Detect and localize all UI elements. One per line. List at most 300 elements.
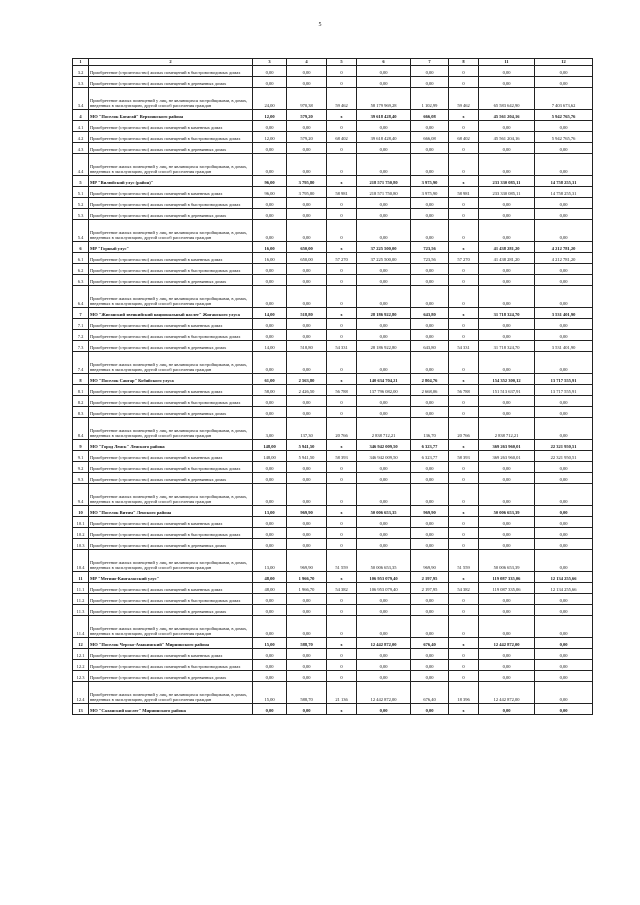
row-number-cell: 4.2 — [73, 132, 89, 143]
value-cell: 96,00 — [253, 187, 287, 198]
value-cell: 518,80 — [287, 341, 327, 352]
value-cell: 12,00 — [253, 132, 287, 143]
value-cell: 666,08 — [411, 110, 449, 121]
value-cell: 650,00 — [287, 242, 327, 253]
value-cell: 0,00 — [287, 605, 327, 616]
value-cell: 0,00 — [411, 352, 449, 374]
description-cell: Приобретение (строительство) жилых помещений в быстровозводимых домах — [89, 594, 253, 605]
table-row — [73, 264, 593, 275]
value-cell: 650,00 — [287, 253, 327, 264]
value-cell: 0,00 — [535, 682, 593, 704]
value-cell: 59 462 — [327, 88, 357, 110]
value-cell: 0 — [327, 352, 357, 374]
value-cell: 0,00 — [535, 418, 593, 440]
value-cell: 0,00 — [357, 264, 411, 275]
table-row — [73, 385, 593, 396]
value-cell: 0,00 — [479, 660, 535, 671]
value-cell: 3 795,80 — [287, 187, 327, 198]
value-cell: 0,00 — [357, 528, 411, 539]
value-cell: 0,00 — [287, 198, 327, 209]
value-cell: 969,90 — [411, 550, 449, 572]
description-cell: Приобретение (строительство) жилых помещений в деревянных домах — [89, 209, 253, 220]
municipality-row — [73, 110, 593, 121]
description-cell: Приобретение (строительство) жилых помещений в быстровозводимых домах — [89, 660, 253, 671]
value-cell: 0,00 — [411, 605, 449, 616]
value-cell: 0,00 — [479, 143, 535, 154]
value-cell: 15,00 — [253, 638, 287, 649]
value-cell: 137,30 — [287, 418, 327, 440]
value-cell: 0 — [449, 209, 479, 220]
value-cell: 0 — [327, 143, 357, 154]
value-cell: 0,00 — [535, 154, 593, 176]
value-cell: 0,00 — [357, 286, 411, 308]
value-cell: 0,00 — [253, 275, 287, 286]
value-cell: 233 330 085,11 — [479, 187, 535, 198]
value-cell: 0,00 — [411, 649, 449, 660]
value-cell: 0,00 — [479, 616, 535, 638]
table-row — [73, 253, 593, 264]
value-cell: 0,00 — [287, 539, 327, 550]
value-cell: 0,00 — [253, 528, 287, 539]
value-cell: 0 — [449, 396, 479, 407]
value-cell: 369 263 960,01 — [479, 451, 535, 462]
value-cell: 0 — [327, 66, 357, 77]
table-row — [73, 198, 593, 209]
value-cell: 0,00 — [357, 484, 411, 506]
value-cell: 0,00 — [411, 484, 449, 506]
value-cell: 0 — [449, 594, 479, 605]
value-cell: 58 981 — [449, 187, 479, 198]
table-row — [73, 330, 593, 341]
description-cell: Приобретение (строительство) жилых помещений в каменных домах — [89, 583, 253, 594]
value-cell: 0,00 — [479, 286, 535, 308]
value-cell: 0 — [449, 286, 479, 308]
table-row — [73, 594, 593, 605]
municipality-row — [73, 242, 593, 253]
row-number-cell: 12.3 — [73, 671, 89, 682]
value-cell: 0,00 — [411, 77, 449, 88]
value-cell: 0,00 — [357, 671, 411, 682]
value-cell: 0,00 — [479, 330, 535, 341]
row-number-cell: 7.3 — [73, 341, 89, 352]
value-cell: 2 197,95 — [411, 583, 449, 594]
description-cell: Приобретение жилых помещений у лиц, не являющихся застройщиками, в домах, введенных в эксплуатацию, другой способ расселения граждан — [89, 154, 253, 176]
value-cell: 3 975,90 — [411, 187, 449, 198]
value-cell: 16,00 — [253, 242, 287, 253]
value-cell: х — [327, 242, 357, 253]
value-cell: 0 — [449, 517, 479, 528]
value-cell: х — [449, 176, 479, 187]
header-cell: 5 — [327, 59, 357, 66]
housing-resettlement-table — [72, 58, 593, 715]
description-cell: МО "Жиганский эвенкийский национальный наслег" Жиганского улуса — [89, 308, 253, 319]
value-cell: 0,00 — [535, 671, 593, 682]
table-row — [73, 121, 593, 132]
value-cell: 0,00 — [411, 209, 449, 220]
value-cell: 57 270 — [449, 253, 479, 264]
value-cell: 5 941,50 — [287, 440, 327, 451]
value-cell: 0 — [449, 143, 479, 154]
value-cell: 0,00 — [535, 220, 593, 242]
value-cell: 0 — [327, 473, 357, 484]
municipality-row — [73, 374, 593, 385]
value-cell: 0,00 — [411, 539, 449, 550]
value-cell: 15,00 — [253, 682, 287, 704]
value-cell: 68 402 — [327, 132, 357, 143]
row-number-cell: 11.2 — [73, 594, 89, 605]
value-cell: 0,00 — [287, 352, 327, 374]
value-cell: 0,00 — [357, 143, 411, 154]
value-cell: 0,00 — [479, 462, 535, 473]
table-row — [73, 187, 593, 198]
municipality-row — [73, 308, 593, 319]
value-cell: 0,00 — [253, 594, 287, 605]
municipality-row — [73, 440, 593, 451]
value-cell: 0,00 — [411, 154, 449, 176]
value-cell: 0,00 — [411, 517, 449, 528]
value-cell: 0,00 — [253, 220, 287, 242]
header-cell: 1 — [73, 59, 89, 66]
value-cell: 0,00 — [535, 473, 593, 484]
value-cell: 0,00 — [287, 154, 327, 176]
description-cell: Приобретение (строительство) жилых помещений в быстровозводимых домах — [89, 198, 253, 209]
description-cell: Приобретение (строительство) жилых помещений в деревянных домах — [89, 473, 253, 484]
table-row — [73, 473, 593, 484]
value-cell: 643,80 — [411, 308, 449, 319]
value-cell: 50 006 653,35 — [357, 550, 411, 572]
value-cell: 2 197,95 — [411, 572, 449, 583]
row-number-cell: 6 — [73, 242, 89, 253]
value-cell: 12,00 — [253, 110, 287, 121]
table-row — [73, 649, 593, 660]
row-number-cell: 3.4 — [73, 88, 89, 110]
value-cell: 0,00 — [479, 352, 535, 374]
value-cell: 0,00 — [287, 264, 327, 275]
value-cell: 0,00 — [287, 704, 327, 715]
value-cell: 0,00 — [479, 198, 535, 209]
value-cell: 0,00 — [411, 275, 449, 286]
table-row — [73, 451, 593, 462]
row-number-cell: 9.4 — [73, 484, 89, 506]
value-cell: 24,00 — [253, 88, 287, 110]
value-cell: 0 — [449, 539, 479, 550]
row-number-cell: 10.3 — [73, 539, 89, 550]
value-cell: 0,00 — [357, 473, 411, 484]
value-cell: 3 531 401,90 — [535, 308, 593, 319]
value-cell: 0,00 — [357, 407, 411, 418]
table-row — [73, 66, 593, 77]
value-cell: 16,00 — [253, 253, 287, 264]
description-cell: Приобретение жилых помещений у лиц, не являющихся застройщиками, в домах, введенных в эксплуатацию, другой способ расселения граждан — [89, 352, 253, 374]
value-cell: 31 718 324,70 — [479, 308, 535, 319]
value-cell: 0,00 — [253, 605, 287, 616]
value-cell: 0 — [327, 121, 357, 132]
value-cell: 0,00 — [253, 66, 287, 77]
table-row — [73, 341, 593, 352]
value-cell: 0 — [449, 264, 479, 275]
value-cell: 0,00 — [287, 649, 327, 660]
value-cell: 0,00 — [535, 517, 593, 528]
value-cell: 0,00 — [535, 275, 593, 286]
value-cell: 0 — [327, 198, 357, 209]
value-cell: х — [449, 308, 479, 319]
row-number-cell: 11.1 — [73, 583, 89, 594]
description-cell: Приобретение (строительство) жилых помещений в деревянных домах — [89, 275, 253, 286]
value-cell: 4 212 781,20 — [535, 253, 593, 264]
municipality-row — [73, 176, 593, 187]
value-cell: 14,00 — [253, 341, 287, 352]
row-number-cell: 12.4 — [73, 682, 89, 704]
value-cell: 0 — [327, 517, 357, 528]
value-cell: 0,00 — [357, 330, 411, 341]
value-cell: 0,00 — [253, 616, 287, 638]
description-cell: Приобретение (строительство) жилых помещений в деревянных домах — [89, 341, 253, 352]
value-cell: 0 — [449, 121, 479, 132]
value-cell: 969,90 — [411, 506, 449, 517]
header-cell: 12 — [535, 59, 593, 66]
value-cell: 0,00 — [479, 77, 535, 88]
table-row — [73, 220, 593, 242]
value-cell: 0,00 — [479, 649, 535, 660]
value-cell: 0,00 — [253, 473, 287, 484]
row-number-cell: 3.3 — [73, 77, 89, 88]
value-cell: 0,00 — [411, 396, 449, 407]
value-cell: 2 563,80 — [287, 374, 327, 385]
value-cell: 0,00 — [535, 660, 593, 671]
value-cell: 12 442 872,00 — [357, 638, 411, 649]
table-row — [73, 528, 593, 539]
value-cell: 970,38 — [287, 88, 327, 110]
value-cell: 5 941,50 — [287, 451, 327, 462]
value-cell: 0,00 — [411, 407, 449, 418]
description-cell: Приобретение (строительство) жилых помещений в быстровозводимых домах — [89, 132, 253, 143]
value-cell: 0,00 — [357, 154, 411, 176]
value-cell: х — [449, 110, 479, 121]
header-cell: 7 — [411, 59, 449, 66]
value-cell: 14 758 255,31 — [535, 176, 593, 187]
row-number-cell: 6.2 — [73, 264, 89, 275]
value-cell: 0,00 — [535, 319, 593, 330]
value-cell: 0,00 — [287, 407, 327, 418]
value-cell: 0 — [449, 484, 479, 506]
value-cell: 50 006 653,39 — [479, 506, 535, 517]
value-cell: х — [327, 638, 357, 649]
row-number-cell: 6.4 — [73, 286, 89, 308]
description-cell: Приобретение (строительство) жилых помещений в каменных домах — [89, 253, 253, 264]
value-cell: 21 136 — [327, 682, 357, 704]
value-cell: 22 321 950,51 — [535, 451, 593, 462]
value-cell: 0,00 — [479, 528, 535, 539]
value-cell: 0,00 — [479, 704, 535, 715]
row-number-cell: 4.3 — [73, 143, 89, 154]
value-cell: 54 382 — [449, 583, 479, 594]
table-row — [73, 616, 593, 638]
value-cell: 0,00 — [479, 319, 535, 330]
value-cell: 28 186 922,80 — [357, 308, 411, 319]
description-cell: Приобретение (строительство) жилых помещений в деревянных домах — [89, 539, 253, 550]
value-cell: 59 462 — [449, 88, 479, 110]
value-cell: 0 — [327, 649, 357, 660]
value-cell: 518,80 — [287, 308, 327, 319]
row-number-cell: 7 — [73, 308, 89, 319]
table-row — [73, 88, 593, 110]
value-cell: 0 — [449, 220, 479, 242]
table-row — [73, 682, 593, 704]
value-cell: 0,00 — [357, 396, 411, 407]
description-cell: МР "Мегино-Кангаласский улус" — [89, 572, 253, 583]
value-cell: 54 382 — [327, 583, 357, 594]
value-cell: 0,00 — [479, 264, 535, 275]
row-number-cell: 12.1 — [73, 649, 89, 660]
value-cell: 0,00 — [357, 209, 411, 220]
header-cell: 3 — [253, 59, 287, 66]
description-cell: Приобретение (строительство) жилых помещений в каменных домах — [89, 517, 253, 528]
description-cell: Приобретение (строительство) жилых помещений в деревянных домах — [89, 77, 253, 88]
value-cell: 0,00 — [357, 275, 411, 286]
value-cell: 0 — [327, 396, 357, 407]
value-cell: 57 270 — [327, 253, 357, 264]
value-cell: 58 981 — [327, 187, 357, 198]
value-cell: 0,00 — [253, 121, 287, 132]
table-row — [73, 154, 593, 176]
value-cell: 0,00 — [253, 517, 287, 528]
value-cell: 0,00 — [287, 330, 327, 341]
table-row — [73, 209, 593, 220]
row-number-cell: 13 — [73, 704, 89, 715]
value-cell: 0,00 — [411, 704, 449, 715]
value-cell: х — [327, 374, 357, 385]
value-cell: 0,00 — [535, 286, 593, 308]
value-cell: 0,00 — [411, 594, 449, 605]
value-cell: 0,00 — [535, 649, 593, 660]
value-cell: 0,00 — [253, 352, 287, 374]
description-cell: Приобретение (строительство) жилых помещений в каменных домах — [89, 385, 253, 396]
value-cell: 676,40 — [411, 638, 449, 649]
description-cell: Приобретение жилых помещений у лиц, не являющихся застройщиками, в домах, введенных в эксплуатацию, другой способ расселения граждан — [89, 484, 253, 506]
value-cell: 2 426,50 — [287, 385, 327, 396]
table-row — [73, 132, 593, 143]
row-number-cell: 7.4 — [73, 352, 89, 374]
value-cell: 0,00 — [535, 528, 593, 539]
value-cell: 0 — [449, 649, 479, 660]
value-cell: х — [449, 572, 479, 583]
value-cell: 22 321 950,51 — [535, 440, 593, 451]
description-cell: Приобретение жилых помещений у лиц, не являющихся застройщиками, в домах, введенных в эксплуатацию, другой способ расселения граждан — [89, 286, 253, 308]
value-cell: 6 323,77 — [411, 451, 449, 462]
value-cell: х — [449, 506, 479, 517]
value-cell: 0,00 — [287, 66, 327, 77]
value-cell: 0,00 — [253, 286, 287, 308]
description-cell: Приобретение жилых помещений у лиц, не являющихся застройщиками, в домах, введенных в эксплуатацию, другой способ расселения граждан — [89, 418, 253, 440]
description-cell: Приобретение (строительство) жилых помещений в деревянных домах — [89, 671, 253, 682]
value-cell: 0 — [449, 330, 479, 341]
value-cell: 0,00 — [535, 605, 593, 616]
row-number-cell: 8.1 — [73, 385, 89, 396]
value-cell: 14,00 — [253, 308, 287, 319]
value-cell: 28 186 922,80 — [357, 341, 411, 352]
description-cell: Приобретение (строительство) жилых помещений в быстровозводимых домах — [89, 264, 253, 275]
value-cell: 13,00 — [253, 550, 287, 572]
value-cell: 676,40 — [411, 682, 449, 704]
description-cell: Приобретение (строительство) жилых помещений в каменных домах — [89, 319, 253, 330]
value-cell: 0 — [449, 528, 479, 539]
row-number-cell: 4.4 — [73, 154, 89, 176]
description-cell: Приобретение (строительство) жилых помещений в быстровозводимых домах — [89, 66, 253, 77]
value-cell: 0,00 — [253, 671, 287, 682]
value-cell: 13,00 — [253, 506, 287, 517]
value-cell: х — [327, 176, 357, 187]
value-cell: 0,00 — [411, 319, 449, 330]
value-cell: 0 — [449, 319, 479, 330]
value-cell: 0 — [327, 671, 357, 682]
value-cell: 0,00 — [411, 66, 449, 77]
value-cell: 0 — [327, 275, 357, 286]
value-cell: 0 — [449, 473, 479, 484]
value-cell: 0,00 — [411, 528, 449, 539]
value-cell: 0,00 — [253, 396, 287, 407]
table-row — [73, 396, 593, 407]
value-cell: 41 438 281,20 — [479, 253, 535, 264]
description-cell: Приобретение (строительство) жилых помещений в быстровозводимых домах — [89, 462, 253, 473]
table-row — [73, 517, 593, 528]
value-cell: 151 513 637,91 — [479, 385, 535, 396]
row-number-cell: 9 — [73, 440, 89, 451]
value-cell: 0,00 — [253, 649, 287, 660]
value-cell: 579,20 — [287, 110, 327, 121]
value-cell: 3 795,80 — [287, 176, 327, 187]
value-cell: 0,00 — [253, 539, 287, 550]
description-cell: МР "Горный улус" — [89, 242, 253, 253]
value-cell: 0,00 — [253, 198, 287, 209]
value-cell: 0,00 — [535, 396, 593, 407]
value-cell: 0 — [449, 77, 479, 88]
value-cell: 18 396 — [449, 682, 479, 704]
value-cell: 0,00 — [287, 121, 327, 132]
value-cell: 37 225 500,00 — [357, 242, 411, 253]
table-row — [73, 407, 593, 418]
row-number-cell: 11.4 — [73, 616, 89, 638]
value-cell: 56 788 — [449, 385, 479, 396]
value-cell: 0 — [449, 660, 479, 671]
row-number-cell: 8.2 — [73, 396, 89, 407]
value-cell: 0,00 — [287, 484, 327, 506]
row-number-cell: 5.4 — [73, 220, 89, 242]
value-cell: 0,00 — [479, 605, 535, 616]
value-cell: 154 352 300,12 — [479, 374, 535, 385]
value-cell: 0,00 — [357, 517, 411, 528]
value-cell: 0,00 — [357, 462, 411, 473]
value-cell: 0,00 — [287, 594, 327, 605]
description-cell: Приобретение (строительство) жилых помещений в каменных домах — [89, 649, 253, 660]
value-cell: 58 179 969,28 — [357, 88, 411, 110]
value-cell: 54 331 — [327, 341, 357, 352]
value-cell: 39 618 428,40 — [357, 132, 411, 143]
value-cell: 0 — [327, 484, 357, 506]
value-cell: 0 — [327, 605, 357, 616]
table-row — [73, 550, 593, 572]
value-cell: 0,00 — [479, 484, 535, 506]
value-cell: 0,00 — [253, 143, 287, 154]
header-cell: 11 — [479, 59, 535, 66]
row-number-cell: 10.2 — [73, 528, 89, 539]
value-cell: х — [327, 506, 357, 517]
value-cell: 0,00 — [535, 407, 593, 418]
value-cell: 0 — [327, 616, 357, 638]
value-cell: 68 402 — [449, 132, 479, 143]
value-cell: 0 — [327, 264, 357, 275]
value-cell: 666,08 — [411, 132, 449, 143]
value-cell: 0,00 — [411, 198, 449, 209]
